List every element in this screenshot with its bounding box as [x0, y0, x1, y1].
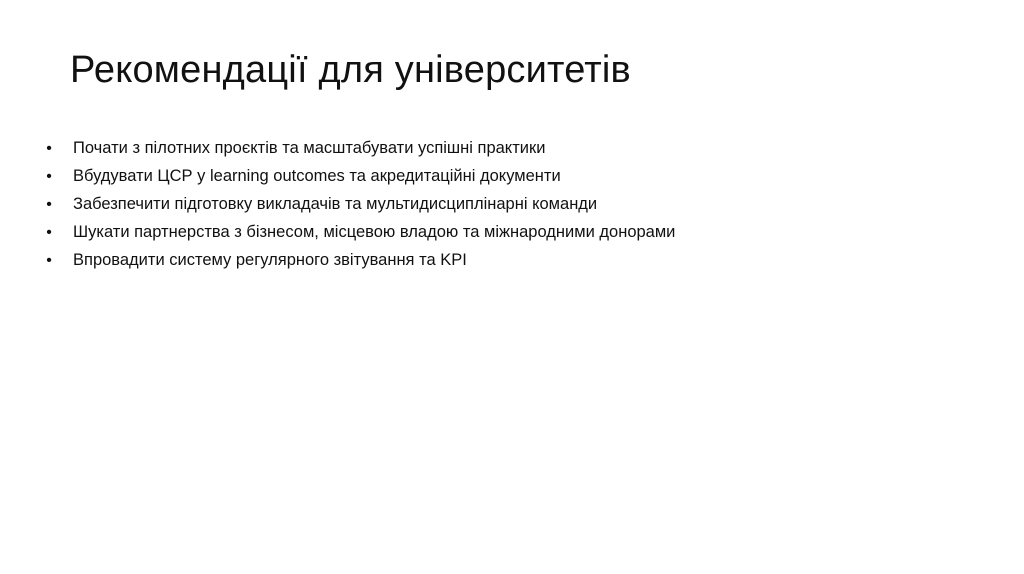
bullet-text: Почати з пілотних проєктів та масштабувати успішні практики [73, 139, 546, 157]
bullet-icon: • [46, 168, 52, 185]
list-item [44, 166, 684, 187]
bullet-icon: • [46, 224, 52, 241]
bullet-list [44, 138, 684, 278]
bullet-icon: • [46, 140, 52, 157]
list-item [44, 194, 684, 215]
bullet-text: Забезпечити підготовку викладачів та мультидисциплінарні команди [73, 195, 598, 213]
bullet-text: Вбудувати ЦСР у learning outcomes та акредитаційні документи [73, 167, 561, 185]
bullet-text: Шукати партнерства з бізнесом, місцевою владою та міжнародними донорами [73, 223, 676, 241]
bullet-icon: • [46, 196, 52, 213]
bullet-text: Впровадити систему регулярного звітування та KPI [73, 251, 467, 269]
bullet-icon: • [46, 252, 52, 269]
list-item [44, 138, 684, 159]
list-item [44, 250, 684, 271]
list-item [44, 222, 684, 243]
slide-title: Рекомендації для університетів [70, 49, 631, 91]
